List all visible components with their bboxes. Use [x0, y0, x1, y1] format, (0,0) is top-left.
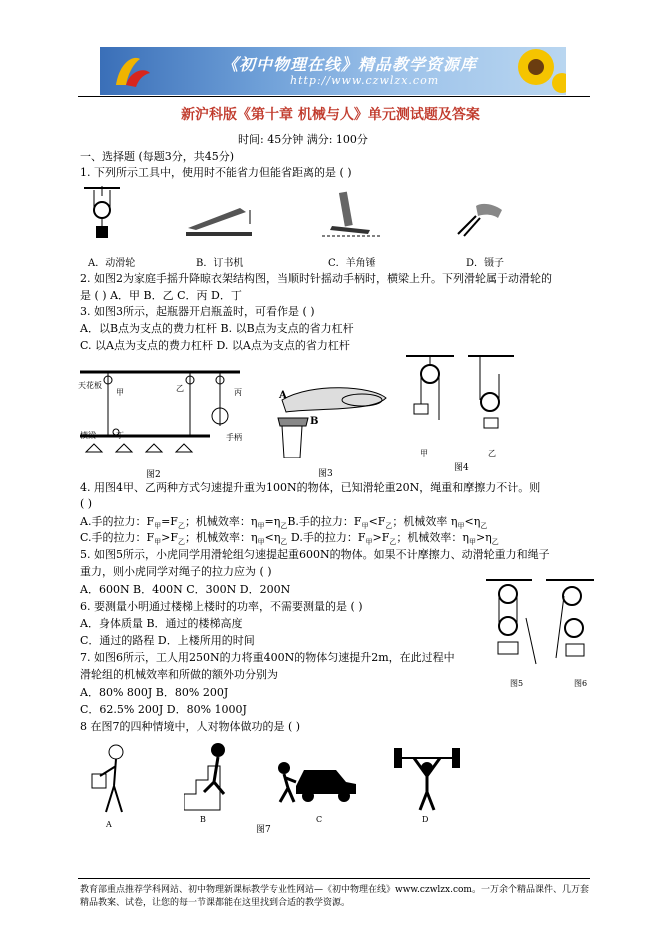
footer-rule: [78, 878, 590, 879]
question-3: 3. 如图3所示，起瓶器开启瓶盖时，可看作是 ( ): [80, 305, 315, 318]
question-2-line-2: 是 ( ) A．甲 B．乙 C．丙 D．丁: [80, 289, 242, 302]
banner-url[interactable]: http://www.czwlzx.com: [290, 74, 440, 87]
question-5-line-1: 5. 如图5所示，小虎同学用滑轮组匀速提起重600N的物体。如果不计摩擦力、动滑轮重力和绳子: [80, 548, 550, 561]
question-6: 6. 要测量小明通过楼梯上楼时的功率，不需要测量的是 ( ): [80, 600, 363, 613]
figure-7b-climbing-stairs: [184, 742, 234, 812]
q4-option-d: D.手的拉力：$F_甲>F_乙$；机械效率：$\eta_甲>\eta_乙$: [290, 531, 499, 547]
tweezers-figure: [452, 196, 508, 240]
section-heading: 一、选择题 (每题3分，共45分): [80, 150, 235, 163]
question-1: 1. 下列所示工具中，使用时不能省力但能省距离的是 ( ): [80, 166, 352, 179]
q4-options-cd: [80, 531, 499, 549]
stapler-figure: [182, 200, 260, 240]
fig3-label-a: A: [279, 390, 287, 401]
figure-2-drying-rack: [80, 366, 245, 466]
fig3-label-b: B: [310, 416, 319, 427]
page-footer: 教育部重点推荐学科网站、初中物理新课标教学专业性网站—《初中物理在线》www.czwlzx.com。一万余个精品课件、几万套精品教案、试卷，让您的每一节课都能在这里找到合适的教学资源。: [80, 885, 589, 908]
fig2-label-ding: 丁: [116, 431, 124, 440]
site-banner: [100, 47, 566, 95]
claw-hammer-figure: [322, 190, 380, 240]
q7-options-cd: C．62.5% 200J D．80% 1000J: [80, 703, 247, 716]
question-7-line-1: 7. 如图6所示，工人用250N的力将重400N的物体匀速提升2m，在此过程中: [80, 651, 455, 664]
q3-options-cd: C. 以A点为支点的费力杠杆 D. 以A点为支点的省力杠杆: [80, 339, 350, 352]
fig7-label-c: C: [316, 815, 323, 824]
figure-7d-weightlifter: [394, 744, 460, 812]
figure-7a-carrying-bucket: [90, 742, 140, 816]
fig7-label-d: D: [422, 815, 429, 824]
figure-4-pulleys: [404, 354, 519, 450]
fig2-label-bing: 丙: [234, 388, 242, 397]
fig2-label-handle: 手柄: [226, 433, 242, 442]
q1-option-b: B．订书机: [196, 258, 244, 269]
document-title: 新沪科版《第十章 机械与人》单元测试题及答案: [181, 107, 480, 123]
figure-5-6-pulley-systems: [486, 578, 596, 672]
q4-option-c: C.手的拉力：$F_甲>F_乙$；机械效率：$\eta_甲<\eta_乙$: [80, 531, 288, 547]
exam-meta: 时间: 45分钟 满分: 100分: [238, 133, 368, 146]
question-4-line-2: ( ): [80, 497, 93, 510]
banner-title: 《初中物理在线》精品教学资源库: [222, 55, 478, 74]
fig2-label-beam: 横梁: [80, 431, 96, 440]
fig5-caption: 图5: [510, 679, 524, 688]
fig2-label-jia: 甲: [116, 388, 124, 397]
fig2-label-yi: 乙: [176, 384, 184, 393]
fig4-caption: 图4: [454, 463, 469, 473]
q4-option-a: A.手的拉力：$F_甲=F_乙$；机械效率：$\eta_甲=\eta_乙$: [80, 515, 288, 531]
question-5-line-2: 重力，则小虎同学对绳子的拉力应为 ( ): [80, 565, 272, 578]
figure-7c-pushing-car: [274, 752, 358, 806]
question-4-line-1: 4. 用图4甲、乙两种方式匀速提升重为100N的物体，已知滑轮重20N，绳重和摩擦力不计。则: [80, 481, 541, 494]
fig6-caption: 图6: [574, 679, 588, 688]
q1-option-a: A．动滑轮: [88, 258, 136, 269]
figure-3-bottle-opener: [272, 378, 392, 458]
q3-options-ab: A．以B点为支点的费力杠杆 B. 以B点为支点的省力杠杆: [80, 322, 354, 335]
question-2-line-1: 2. 如图2为家庭手摇升降晾衣架结构图，当顺时针摇动手柄时，横梁上升。下列滑轮属于动滑轮的: [80, 272, 552, 285]
sunflower-icon: [496, 47, 566, 95]
fig4-label-jia: 甲: [420, 449, 428, 458]
site-logo-icon: [110, 51, 154, 91]
fig3-caption: 图3: [318, 469, 333, 479]
fig4-label-yi: 乙: [488, 449, 496, 458]
q7-options-ab: A．80% 800J B．80% 200J: [80, 686, 229, 699]
q6-options-cd: C．通过的路程 D．上楼所用的时间: [80, 634, 255, 647]
fig7-caption: 图7: [256, 825, 271, 835]
header-rule: [78, 96, 590, 97]
fig7-label-b: B: [200, 815, 206, 824]
q5-options: A．600N B．400N C．300N D．200N: [80, 583, 291, 596]
q1-option-c: C．羊角锤: [328, 258, 376, 269]
fig7-label-a: A: [106, 820, 112, 829]
fig2-caption: 图2: [146, 470, 161, 480]
question-8: 8 在图7的四种情境中，人对物体做功的是 ( ): [80, 720, 301, 733]
movable-pulley-figure: [82, 186, 122, 244]
fig2-label-ceiling: 天花板: [78, 381, 102, 390]
q6-options-ab: A．身体质量 B．通过的楼梯高度: [80, 617, 243, 630]
question-7-line-2: 滑轮组的机械效率和所做的额外功分别为: [80, 668, 278, 681]
q4-option-b: B.手的拉力：$F_甲<F_乙$；机械效率 $\eta_甲<\eta_乙$: [287, 515, 488, 531]
q1-option-d: D．镊子: [466, 258, 505, 269]
